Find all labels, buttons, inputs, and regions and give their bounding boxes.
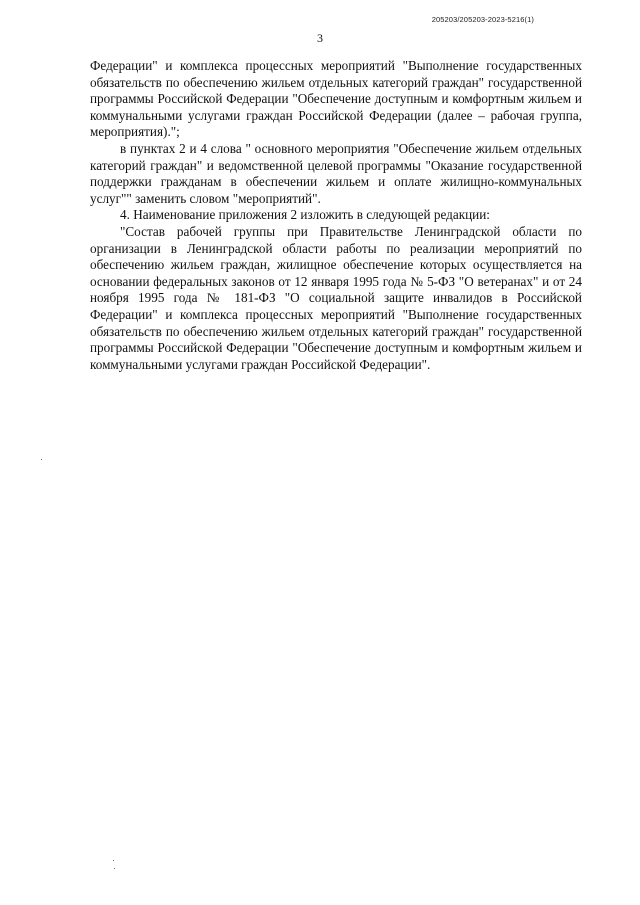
page-number: 3 xyxy=(317,31,323,45)
scan-speck xyxy=(114,868,115,869)
scan-speck xyxy=(41,459,42,460)
document-body xyxy=(90,58,582,373)
paragraph-continuation: Федерации" и комплекса процессных мероприятий "Выполнение государственных обязательств по обеспечению жильем отдельных категорий граждан" государственной программы Российской Федерации "Обеспечение доступным и комфортным жильем и коммунальными услугами граждан Российской Федерации (далее – рабочая группа, мероприятия)."; xyxy=(90,58,582,140)
scan-speck xyxy=(113,860,114,861)
paragraph-new-title: "Состав рабочей группы при Правительстве Ленинградской области по организации в Ленинградской области работы по реализации мероприятий по обеспечению жильем граждан, жилищное обеспечение которых осуществляется на основании федеральных законов от 12 января 1995 года № 5-ФЗ "О ветеранах" и от 24 ноября 1995 года № 181-ФЗ "О социальной защите инвалидов в Российской Федерации" и комплекса процессных мероприятий "Выполнение государственных обязательств по обеспечению жильем отдельных категорий граждан" государственной программы Российской Федерации "Обеспечение доступным и комфортным жильем и коммунальными услугами граждан Российской Федерации". xyxy=(90,223,582,372)
document-registration-number: 205203/205203-2023-5216(1) xyxy=(431,15,534,24)
paragraph-item-4: 4. Наименование приложения 2 изложить в следующей редакции: xyxy=(120,207,490,223)
paragraph-replace-words: в пунктах 2 и 4 слова " основного мероприятия "Обеспечение жильем отдельных категорий граждан" и ведомственной целевой программы "Оказание государственной поддержки гражданам в обеспечении жильем и оплате жилищно-коммунальных услуг"" заменить словом "мероприятий". xyxy=(90,140,582,206)
